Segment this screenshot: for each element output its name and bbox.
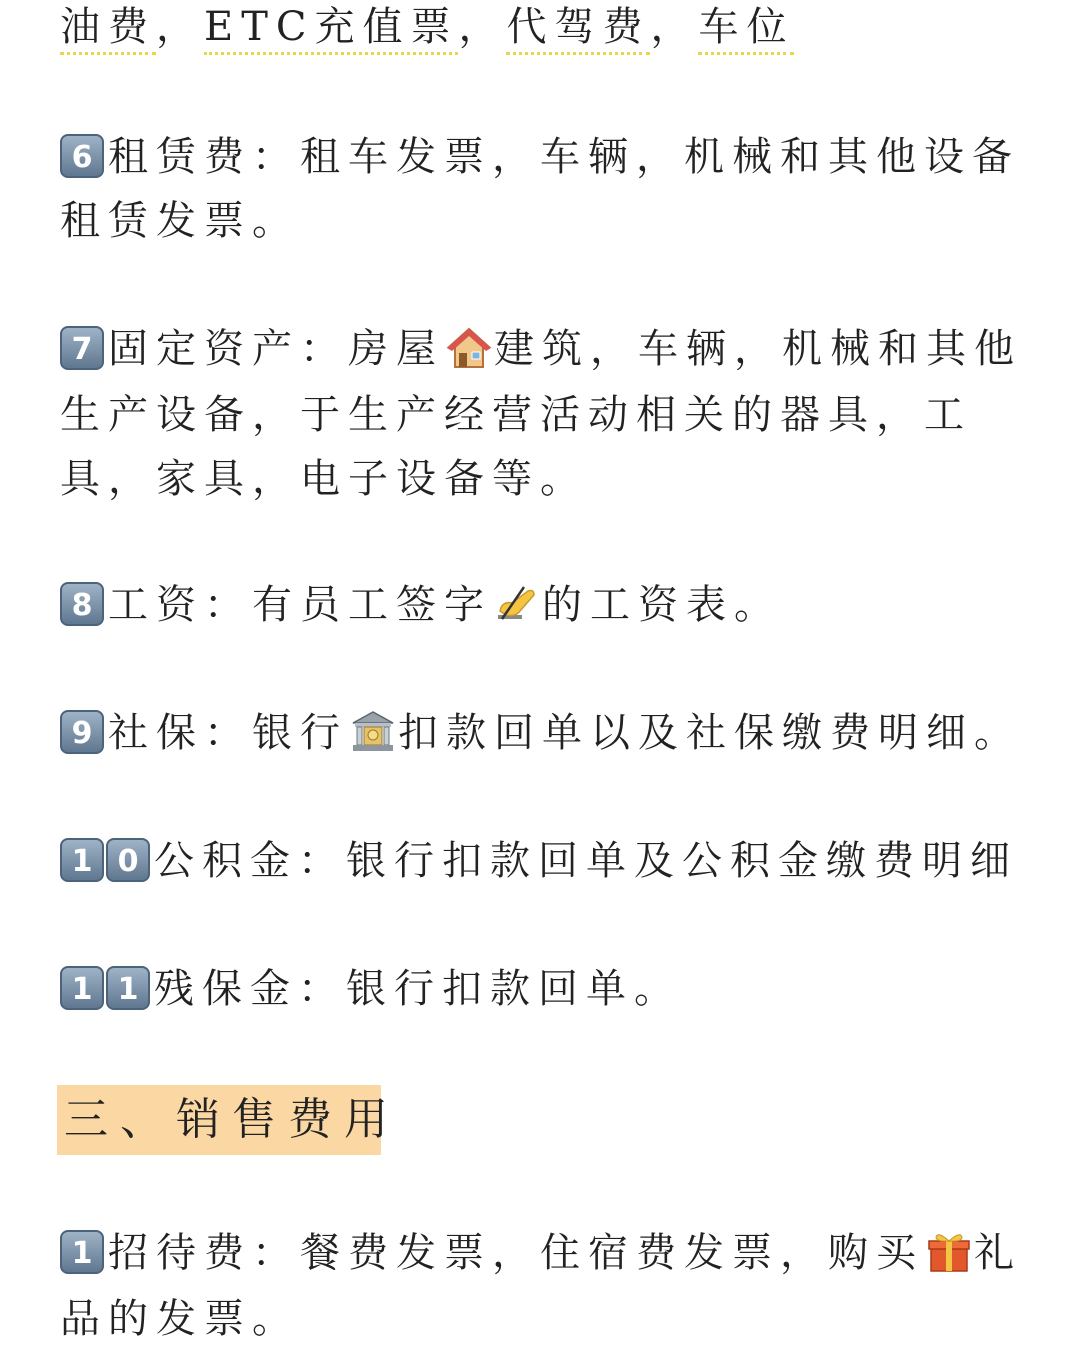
house-icon <box>446 325 492 371</box>
gift-icon <box>926 1229 972 1275</box>
item-text: 建筑，车辆，机械和其他 <box>494 326 1022 372</box>
section-heading: 三、销售费用 <box>64 1094 400 1145</box>
number-badge: 1 <box>60 1230 104 1274</box>
item-7-line-2 <box>60 382 1040 448</box>
item-text: 社保：银行 <box>108 710 348 756</box>
item-text: 品的发票。 <box>60 1296 300 1342</box>
number-badge-digit-1: 1 <box>60 966 104 1010</box>
keyword-etc: ETC充值票 <box>204 4 458 55</box>
number-badge: 7 <box>60 326 104 370</box>
item-6-line-1 <box>60 124 1040 190</box>
number-badge: 6 <box>60 134 104 178</box>
expense-list-line-fuel: 油费，ETC充值票，代驾费，车位 <box>60 0 1040 60</box>
number-badge-digit-2: 0 <box>106 838 150 882</box>
item-10-line <box>60 828 1040 894</box>
number-badge-digit-1: 1 <box>60 838 104 882</box>
sales-item-1-line-2 <box>60 1286 1040 1352</box>
item-11-line <box>60 956 1040 1022</box>
item-9-line <box>60 700 1040 766</box>
number-badge-digit-2: 1 <box>106 966 150 1010</box>
item-text: 固定资产：房屋 <box>108 326 444 372</box>
item-text: 残保金：银行扣款回单。 <box>154 966 682 1012</box>
keyword-parking: 车位 <box>698 4 794 55</box>
keyword-driver: 代驾费 <box>506 4 650 55</box>
sales-item-1-line-1 <box>60 1220 1040 1286</box>
item-text: 公积金：银行扣款回单及公积金缴费明细 <box>154 838 1018 884</box>
item-text: 租赁发票。 <box>60 198 300 244</box>
item-text: 的工资表。 <box>542 582 782 628</box>
item-text: 礼 <box>974 1230 1022 1276</box>
item-text: 工资：有员工签字 <box>108 582 492 628</box>
item-8-line <box>60 572 1040 638</box>
item-text: 租赁费：租车发票，车辆，机械和其他设备 <box>108 134 1020 180</box>
item-text: 生产设备，于生产经营活动相关的器具，工 <box>60 392 972 438</box>
item-text: 扣款回单以及社保缴费明细。 <box>398 710 1022 756</box>
writing-hand-icon <box>494 581 540 627</box>
keyword-fuel: 油费 <box>60 4 156 55</box>
item-text: 招待费：餐费发票，住宿费发票，购买 <box>108 1230 924 1276</box>
item-7-line-3 <box>60 446 1040 512</box>
number-badge: 9 <box>60 710 104 754</box>
item-7-line-1 <box>60 316 1040 382</box>
bank-icon <box>350 709 396 755</box>
item-6-line-2 <box>60 188 1040 254</box>
number-badge: 8 <box>60 582 104 626</box>
item-text: 具，家具，电子设备等。 <box>60 456 588 502</box>
